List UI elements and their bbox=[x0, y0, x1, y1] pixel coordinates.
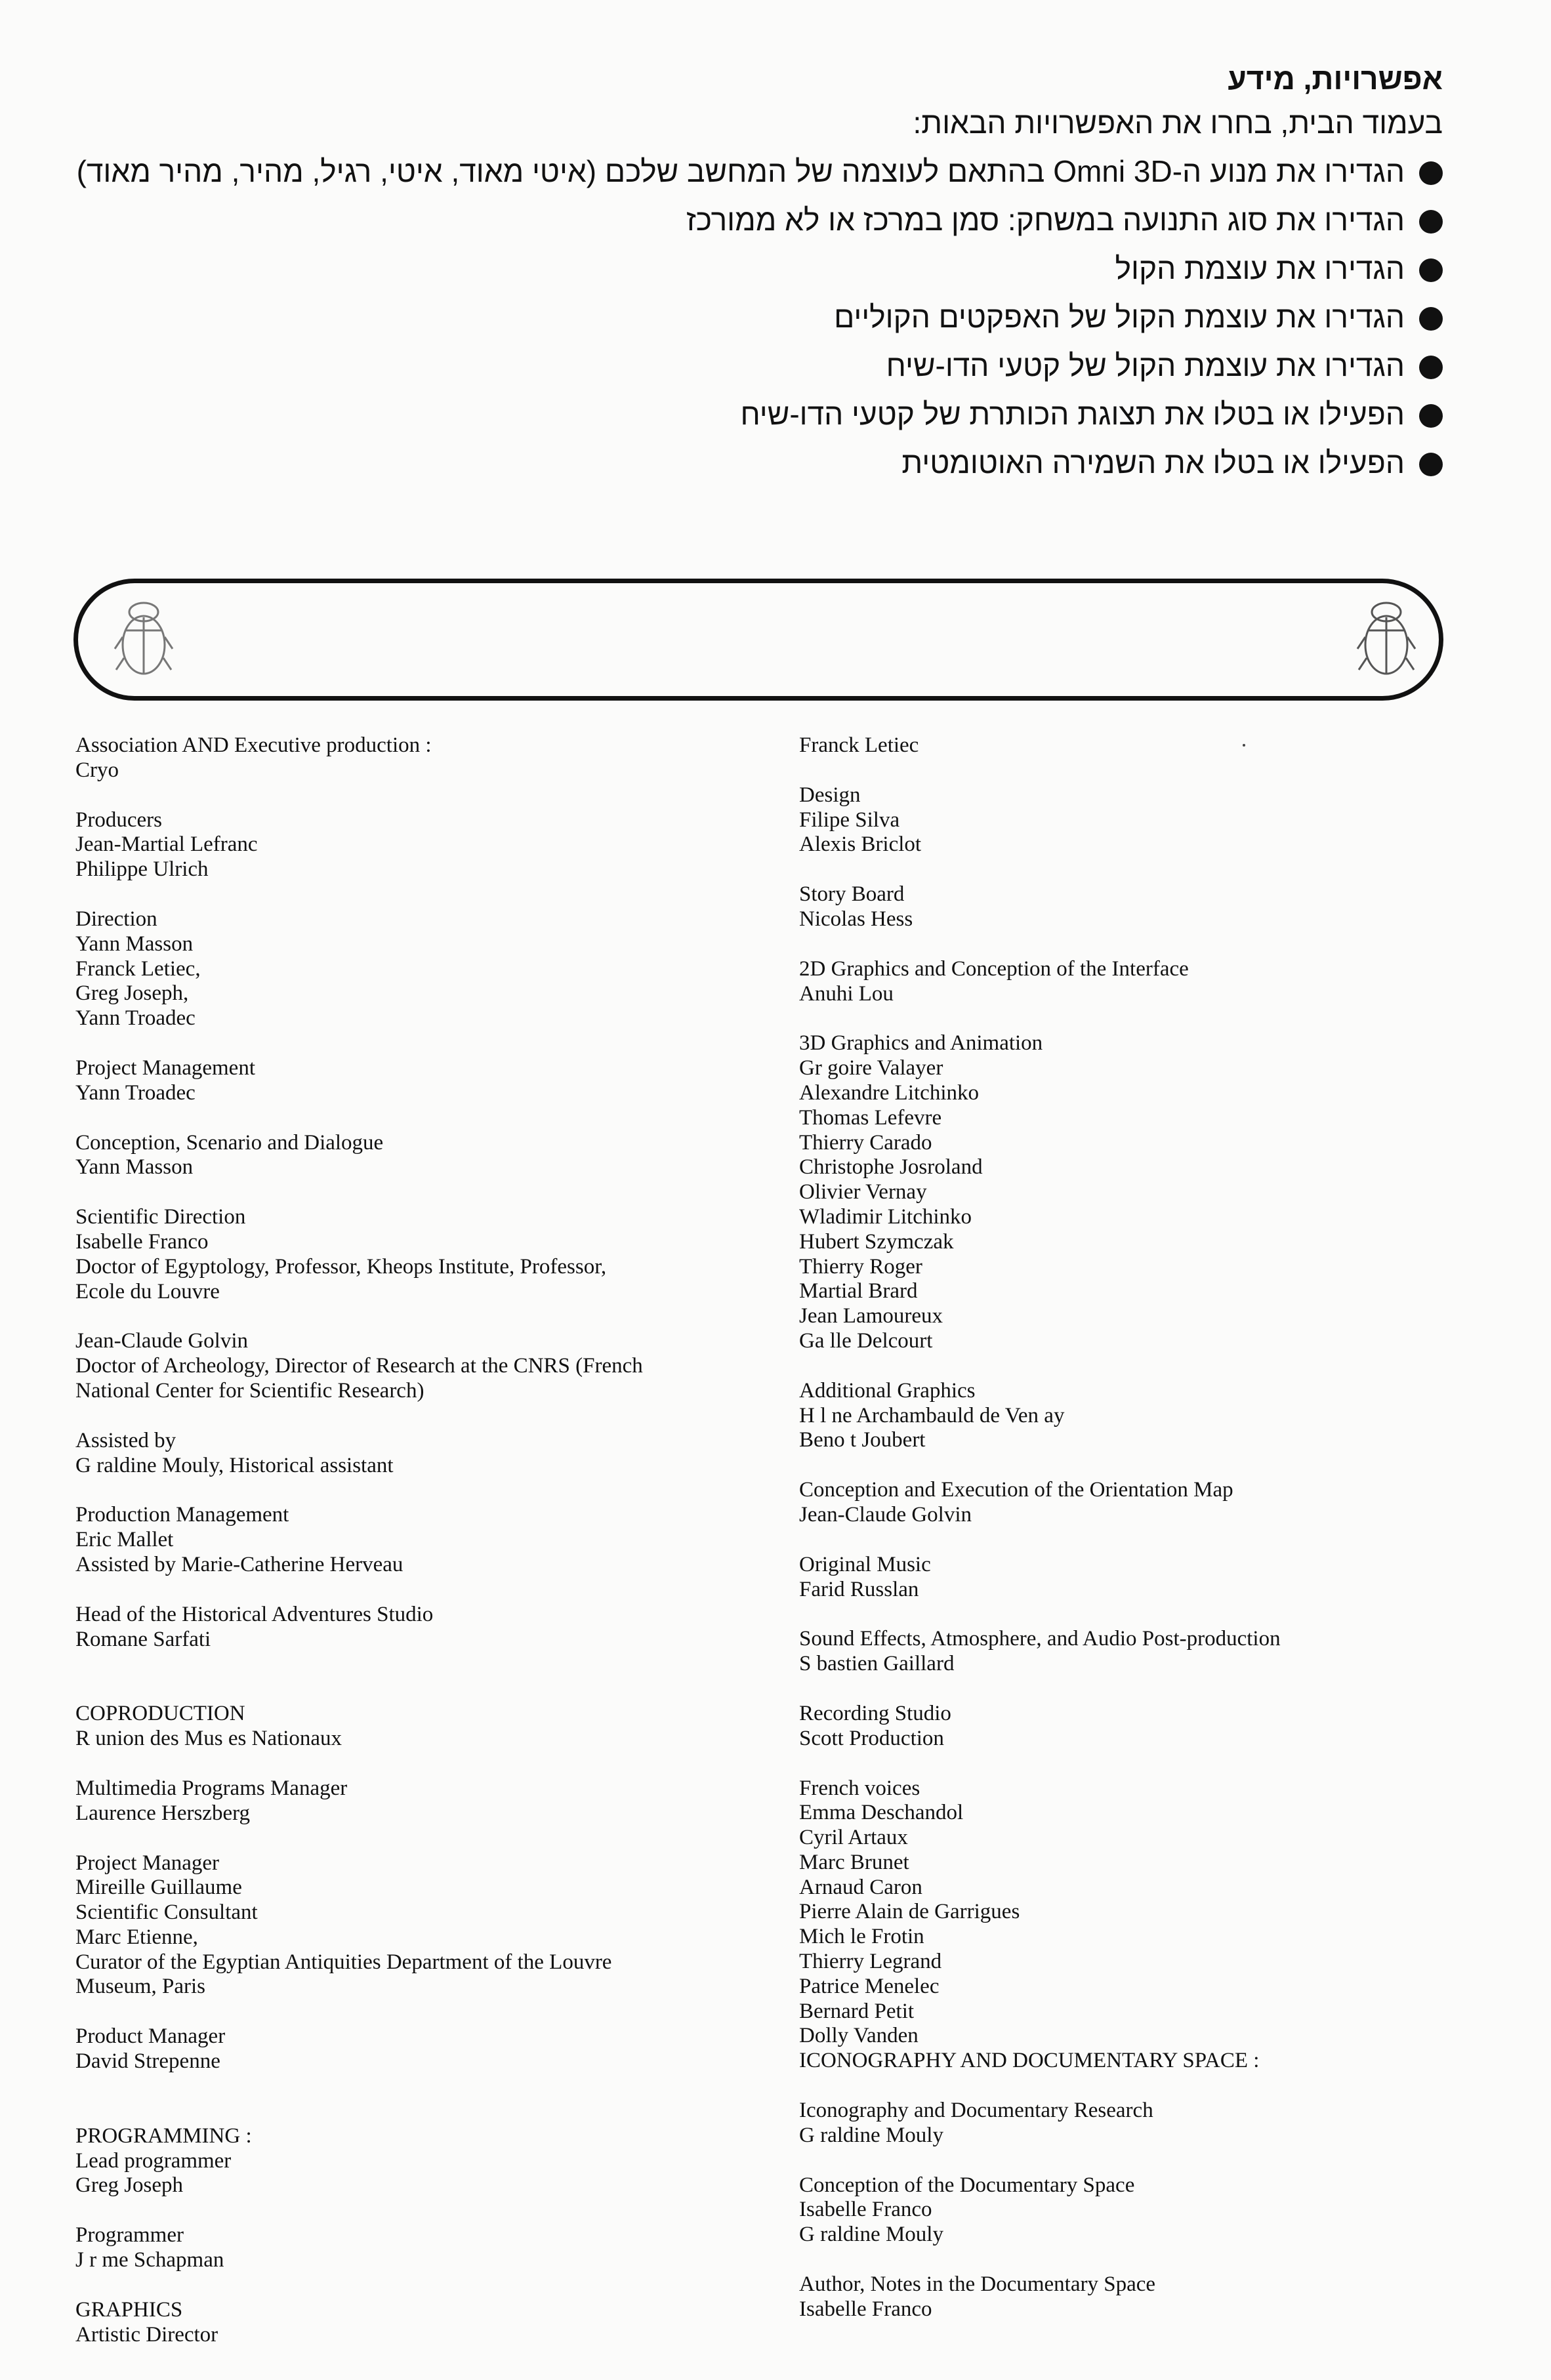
credit-heading: Original Music bbox=[799, 1552, 931, 1576]
credit-heading: Head of the Historical Adventures Studio bbox=[75, 1602, 434, 1626]
option-item: הגדירו את עוצמת הקול של האפקטים הקוליים bbox=[66, 293, 1443, 341]
credit-heading: Product Manager bbox=[75, 2024, 226, 2049]
credit-group bbox=[799, 1553, 1508, 1603]
credit-line: Isabelle Franco bbox=[75, 1229, 209, 1254]
credit-line: Alexandre Litchinko bbox=[799, 1080, 979, 1105]
credit-heading: Production Management bbox=[75, 1503, 289, 1527]
credit-line: H l ne Archambauld de Ven ay bbox=[799, 1403, 1065, 1427]
credit-heading: Conception of the Documentary Space bbox=[799, 2173, 1135, 2197]
credits-right-column bbox=[799, 733, 1508, 2347]
credit-line: Cryo bbox=[75, 758, 119, 782]
credit-heading: Association AND Executive production : bbox=[75, 733, 432, 757]
credit-line: ICONOGRAPHY AND DOCUMENTARY SPACE : bbox=[799, 2049, 1260, 2073]
credit-line: Laurence Herszberg bbox=[75, 1801, 250, 1825]
credit-line: Greg Joseph, bbox=[75, 981, 189, 1006]
credit-heading: Conception and Execution of the Orientation Map bbox=[799, 1478, 1233, 1502]
credit-line: Anuhi Lou bbox=[799, 981, 894, 1006]
credit-line: Yann Masson bbox=[75, 1155, 194, 1180]
bullet-icon bbox=[1419, 307, 1443, 331]
credit-group bbox=[75, 1205, 764, 1304]
credit-heading: Project Management bbox=[75, 1056, 255, 1080]
credit-line: Ga lle Delcourt bbox=[799, 1328, 933, 1353]
credit-heading: French voices bbox=[799, 1776, 920, 1800]
credit-heading: 2D Graphics and Conception of the Interface bbox=[799, 956, 1189, 981]
credit-line: G raldine Mouly bbox=[799, 2123, 943, 2147]
credit-line: Yann Masson bbox=[75, 932, 194, 956]
credit-heading: Design bbox=[799, 783, 861, 807]
option-item: הפעילו או בטלו את תצוגת הכותרת של קטעי הדו-שיח bbox=[66, 390, 1443, 438]
option-item: הגדירו את סוג התנועה במשחק: סמן במרכז או לא ממורכז bbox=[66, 195, 1443, 244]
option-item: הגדירו את עוצמת הקול של קטעי הדו-שיח bbox=[66, 341, 1443, 390]
credit-line: Filipe Silva bbox=[799, 808, 900, 832]
options-list bbox=[66, 147, 1443, 487]
bullet-icon bbox=[1419, 258, 1443, 282]
credit-heading: Scientific Direction bbox=[75, 1205, 246, 1229]
credit-heading: Programmer bbox=[75, 2223, 184, 2247]
credit-heading: Recording Studio bbox=[799, 1701, 951, 1725]
credit-line: Yann Troadec bbox=[75, 1080, 196, 1105]
credit-heading: Additional Graphics bbox=[799, 1378, 976, 1403]
credit-group bbox=[75, 907, 764, 1031]
credit-line: Farid Russlan bbox=[799, 1577, 919, 1601]
credit-group bbox=[799, 1379, 1508, 1453]
credit-line: Lead programmer bbox=[75, 2148, 232, 2173]
credit-group bbox=[75, 2124, 764, 2198]
credit-heading: Franck Letiec bbox=[799, 733, 919, 757]
credit-line: Ecole du Louvre bbox=[75, 1279, 220, 1303]
credit-group bbox=[75, 2024, 764, 2074]
credit-line: Jean-Claude Golvin bbox=[799, 1502, 972, 1527]
credit-line: Greg Joseph bbox=[75, 2173, 184, 2198]
bullet-icon bbox=[1419, 453, 1443, 476]
credit-group bbox=[75, 1603, 764, 1652]
credit-group bbox=[799, 2173, 1508, 2247]
credit-line: Isabelle Franco bbox=[799, 2297, 932, 2321]
credit-line: G raldine Mouly, Historical assistant bbox=[75, 1453, 394, 1477]
credit-group bbox=[75, 1851, 764, 2000]
bullet-icon bbox=[1419, 161, 1443, 185]
credit-group bbox=[799, 2099, 1508, 2148]
credit-line: Isabelle Franco bbox=[799, 2198, 932, 2222]
credit-line: Philippe Ulrich bbox=[75, 857, 209, 882]
credit-group bbox=[75, 2298, 764, 2348]
credit-line: Curator of the Egyptian Antiquities Department of the Louvre bbox=[75, 1950, 612, 1974]
credit-group bbox=[75, 733, 764, 783]
credit-line: Romane Sarfati bbox=[75, 1627, 211, 1651]
credit-line: Assisted by Marie-Catherine Herveau bbox=[75, 1552, 403, 1576]
bullet-icon bbox=[1419, 356, 1443, 379]
scarab-icon bbox=[1354, 598, 1419, 683]
credit-line: Arnaud Caron bbox=[799, 1875, 922, 1899]
credit-heading: GRAPHICS bbox=[75, 2297, 183, 2322]
option-item: הגדירו את מנוע ה-Omni 3D בהתאם לעוצמה של המחשב שלכם (איטי מאוד, איטי, רגיל, מהיר, מהיר מאוד) bbox=[66, 147, 1443, 195]
credit-group bbox=[799, 957, 1508, 1007]
credit-heading: Producers bbox=[75, 808, 162, 832]
credit-line: Wladimir Litchinko bbox=[799, 1204, 972, 1229]
options-title: אפשרויות, מידע bbox=[1228, 62, 1443, 96]
credit-line: Doctor of Archeology, Director of Research at the CNRS (French bbox=[75, 1354, 643, 1378]
credit-group bbox=[799, 1627, 1508, 1677]
credit-group bbox=[75, 2223, 764, 2273]
credit-heading: Project Manager bbox=[75, 1851, 219, 1875]
credit-line: Emma Deschandol bbox=[799, 1801, 964, 1825]
credit-heading: Assisted by bbox=[75, 1428, 176, 1452]
option-item: הפעילו או בטלו את השמירה האוטומטית bbox=[66, 438, 1443, 487]
option-item: הגדירו את עוצמת הקול bbox=[66, 244, 1443, 293]
credit-line: Mireille Guillaume bbox=[75, 1876, 242, 1900]
credit-heading: Story Board bbox=[799, 882, 905, 907]
credit-group bbox=[75, 808, 764, 882]
credit-line: Artistic Director bbox=[75, 2322, 218, 2347]
credit-line: Doctor of Egyptology, Professor, Kheops Institute, Professor, bbox=[75, 1254, 607, 1279]
credit-group bbox=[799, 733, 1508, 758]
credit-line: Olivier Vernay bbox=[799, 1180, 927, 1204]
credit-heading: 3D Graphics and Animation bbox=[799, 1031, 1043, 1056]
credit-heading: Multimedia Programs Manager bbox=[75, 1776, 348, 1800]
credit-line: Museum, Paris bbox=[75, 1975, 205, 1999]
credit-heading: PROGRAMMING : bbox=[75, 2124, 252, 2148]
credit-group bbox=[799, 882, 1508, 932]
credit-heading: Jean-Claude Golvin bbox=[75, 1329, 249, 1353]
credit-line: Thierry Carado bbox=[799, 1130, 932, 1155]
credit-line: J r me Schapman bbox=[75, 2248, 224, 2272]
credit-line: Patrice Menelec bbox=[799, 1974, 940, 1998]
credit-group bbox=[799, 1478, 1508, 1528]
credit-line: Mich le Frotin bbox=[799, 1925, 924, 1949]
credit-group bbox=[75, 1131, 764, 1181]
credit-line: Hubert Szymczak bbox=[799, 1229, 954, 1254]
credit-line: Thomas Lefevre bbox=[799, 1105, 942, 1130]
credit-line: Marc Etienne, bbox=[75, 1925, 198, 1949]
credit-line: S bastien Gaillard bbox=[799, 1652, 955, 1676]
credit-line: Eric Mallet bbox=[75, 1528, 174, 1552]
credit-group bbox=[799, 1031, 1508, 1353]
credit-group bbox=[75, 1702, 764, 1752]
bullet-icon bbox=[1419, 404, 1443, 428]
credit-line: Beno t Joubert bbox=[799, 1428, 926, 1452]
credit-line: Martial Brard bbox=[799, 1279, 918, 1303]
credit-line: Franck Letiec, bbox=[75, 956, 201, 981]
credit-group bbox=[75, 1329, 764, 1403]
credit-line: Yann Troadec bbox=[75, 1006, 196, 1031]
credit-line: Alexis Briclot bbox=[799, 832, 922, 857]
options-intro: בעמוד הבית, בחרו את האפשרויות הבאות: bbox=[913, 106, 1443, 140]
credit-line: Scientific Consultant bbox=[75, 1900, 258, 1925]
credit-group bbox=[799, 1776, 1508, 2074]
credit-line: Dolly Vanden bbox=[799, 2024, 919, 2048]
credit-line: Jean-Martial Lefranc bbox=[75, 832, 258, 857]
credit-line: R union des Mus es Nationaux bbox=[75, 1727, 342, 1751]
credit-heading: Conception, Scenario and Dialogue bbox=[75, 1130, 384, 1155]
credit-heading: Sound Effects, Atmosphere, and Audio Post-production bbox=[799, 1627, 1281, 1651]
credit-line: Pierre Alain de Garrigues bbox=[799, 1900, 1020, 1924]
credit-line: David Strepenne bbox=[75, 2049, 220, 2074]
credit-group bbox=[75, 1776, 764, 1826]
credit-group bbox=[799, 1702, 1508, 1752]
credits-left-column bbox=[75, 733, 764, 2372]
credit-heading: Direction bbox=[75, 907, 157, 931]
credit-line: G raldine Mouly bbox=[799, 2223, 943, 2247]
credit-line: Bernard Petit bbox=[799, 1999, 915, 2023]
credit-group bbox=[799, 783, 1508, 857]
options-section bbox=[66, 59, 1443, 487]
credit-line: Thierry Roger bbox=[799, 1254, 922, 1279]
credit-line: Scott Production bbox=[799, 1726, 944, 1750]
credit-group bbox=[799, 2272, 1508, 2322]
credit-group bbox=[75, 1503, 764, 1577]
scarab-banner bbox=[73, 579, 1443, 701]
credit-line: Jean Lamoureux bbox=[799, 1304, 943, 1328]
credit-line: National Center for Scientific Research) bbox=[75, 1378, 424, 1403]
credit-line: Cyril Artaux bbox=[799, 1826, 908, 1850]
credit-line: Marc Brunet bbox=[799, 1850, 909, 1874]
credit-heading: COPRODUCTION bbox=[75, 1702, 245, 1726]
scarab-icon bbox=[111, 598, 176, 683]
bullet-icon bbox=[1419, 210, 1443, 234]
credit-line: Thierry Legrand bbox=[799, 1950, 942, 1974]
credit-group bbox=[75, 1056, 764, 1106]
credit-group bbox=[75, 1429, 764, 1479]
credit-heading: Iconography and Documentary Research bbox=[799, 2099, 1153, 2123]
credit-line: Nicolas Hess bbox=[799, 907, 913, 931]
credit-line: Gr goire Valayer bbox=[799, 1056, 943, 1080]
credit-heading: Author, Notes in the Documentary Space bbox=[799, 2272, 1156, 2297]
credit-line: Christophe Josroland bbox=[799, 1155, 983, 1180]
